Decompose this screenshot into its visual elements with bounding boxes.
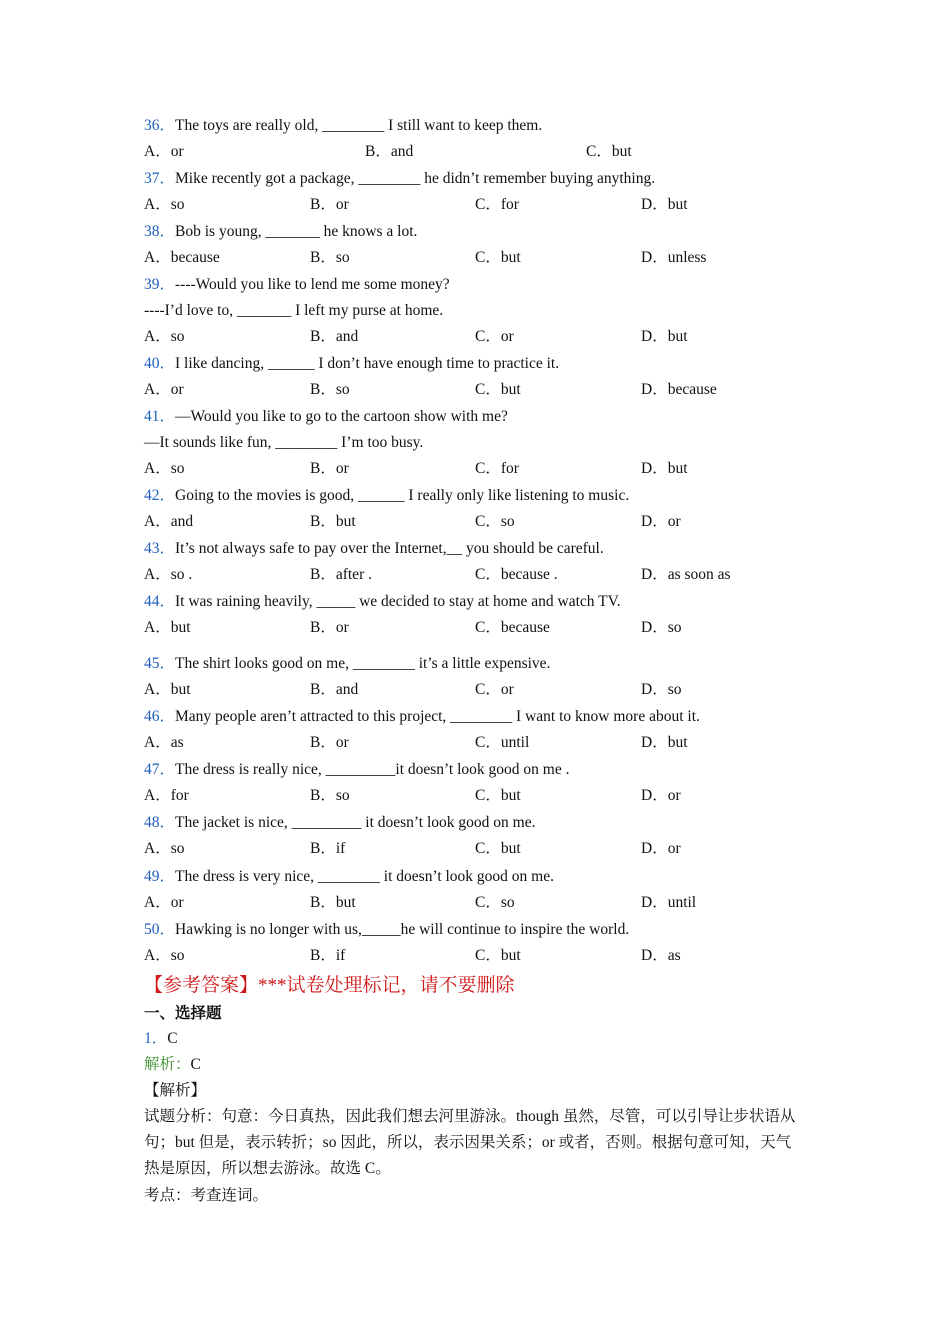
answer-option: D．as [641,947,681,964]
answer-option: C．so [475,513,515,530]
question-number: 43． [144,540,176,557]
question-text: Many people aren’t attracted to this project, ________ I want to know more about it. [175,708,700,725]
answer-option: B．or [310,460,349,477]
question-stem [144,407,508,427]
answer-option: D．or [641,787,681,804]
answer-option: A．or [144,894,184,911]
answer-option: D．because [641,381,717,398]
question-stem-continued: —It sounds like fun, ________ I’m too busy. [144,434,424,451]
answer-option: B．after . [310,566,372,583]
answer-option: D．but [641,328,688,345]
question-text: —Would you like to go to the cartoon show with me? [175,408,508,425]
answer-option: D．as soon as [641,566,731,583]
answer-option: C．or [475,328,514,345]
question-stem [144,539,604,559]
question-stem [144,169,655,189]
answer-option: C．so [475,894,515,911]
answer-option: A．for [144,787,189,804]
answer-number: 1． [144,1030,168,1047]
question-number: 41． [144,408,176,425]
answer-option: C．or [475,681,514,698]
answer-option: A．so . [144,566,193,583]
answer-option: A．as [144,734,184,751]
answer-option: C．because [475,619,550,636]
answer-option: C．but [475,840,521,857]
answer-option: B．if [310,840,346,857]
question-stem-continued: ----I’d love to, _______ I left my purse at home. [144,302,444,319]
question-stem [144,222,417,242]
answer-option: D．but [641,460,688,477]
answer-option: A．and [144,513,194,530]
answer-option: B．and [310,681,359,698]
question-text: ----Would you like to lend me some money? [175,276,450,293]
question-text: Hawking is no longer with us,_____he will continue to inspire the world. [175,921,630,938]
answer-option: A．but [144,681,191,698]
question-number: 48． [144,814,176,831]
answer-option: A．but [144,619,191,636]
question-number: 44． [144,593,176,610]
answer-option: D．unless [641,249,707,266]
answer-option: A．so [144,328,185,345]
question-stem [144,354,559,374]
question-number: 47． [144,761,176,778]
answer-option: D．until [641,894,697,911]
question-number: 42． [144,487,176,504]
question-number: 45． [144,655,176,672]
answer-option: B．and [365,143,414,160]
answer-option: B．so [310,787,350,804]
answer-option: D．but [641,196,688,213]
detail-text: 试题分析：句意：今日真热，因此我们想去河里游泳。though 虽然，尽管，可以引导让步状语从句；but 但是，表示转折；so 因此，所以，表示因果关系；or 或者，否则。根据句意可知，天气热是原因，所以想去游泳。故选 C。 [144,1108,796,1177]
answer-option: B．if [310,947,346,964]
question-stem [144,116,542,136]
question-stem [144,707,700,727]
answer-option: C．but [586,143,632,160]
question-number: 39． [144,276,176,293]
question-number: 36． [144,117,176,134]
answer-option: C．but [475,947,521,964]
answer-option: B．so [310,381,350,398]
question-stem [144,920,629,940]
answer-option: A．so [144,196,185,213]
answer-option: C．but [475,787,521,804]
analysis-value: C [190,1056,201,1073]
analysis-label: 解析： [144,1056,191,1073]
answer-value: C [167,1030,178,1047]
answer-option: C．but [475,249,521,266]
kaodian-line: 考点：考查连词。 [144,1187,269,1204]
question-text: Bob is young, _______ he knows a lot. [175,223,418,240]
answer-option: A．or [144,381,184,398]
question-stem [144,760,570,780]
answer-option: B．or [310,619,349,636]
answer-option: A．or [144,143,184,160]
answer-option: B．so [310,249,350,266]
question-text: The shirt looks good on me, ________ it’s a little expensive. [175,655,551,672]
analysis-line [144,1055,201,1075]
answer-option: A．because [144,249,220,266]
answer-option: D．so [641,619,682,636]
answer-option: C．because . [475,566,558,583]
answer-line [144,1029,178,1049]
question-stem [144,654,550,674]
question-text: Going to the movies is good, ______ I really only like listening to music. [175,487,630,504]
question-text: The toys are really old, ________ I still want to keep them. [175,117,543,134]
answer-option: D．or [641,513,681,530]
answer-option: C．for [475,460,519,477]
question-number: 50． [144,921,176,938]
question-stem [144,486,629,506]
question-stem [144,813,535,833]
question-text: I like dancing, ______ I don’t have enough time to practice it. [175,355,560,372]
answer-option: A．so [144,840,185,857]
question-number: 38． [144,223,176,240]
answer-option: D．but [641,734,688,751]
answer-option: C．for [475,196,519,213]
answer-option: B．or [310,734,349,751]
question-number: 37． [144,170,176,187]
question-number: 40． [144,355,176,372]
question-text: The jacket is nice, _________ it doesn’t look good on me. [175,814,536,831]
question-stem [144,592,621,612]
answer-option: A．so [144,460,185,477]
question-text: Mike recently got a package, ________ he didn’t remember buying anything. [175,170,656,187]
answer-option: B．but [310,894,356,911]
question-number: 46． [144,708,176,725]
question-text: It’s not always safe to pay over the Internet,__ you should be careful. [175,540,604,557]
question-number: 49． [144,868,176,885]
question-stem [144,867,554,887]
answer-option: B．or [310,196,349,213]
answer-key-banner: 【参考答案】***试卷处理标记，请不要删除 [144,975,515,996]
section-title: 一、选择题 [144,1005,222,1022]
answer-option: B．but [310,513,356,530]
question-text: It was raining heavily, _____ we decided to stay at home and watch TV. [175,593,621,610]
answer-option: D．or [641,840,681,857]
detail-header: 【解析】 [144,1082,207,1099]
question-text: The dress is very nice, ________ it doesn’t look good on me. [175,868,554,885]
answer-option: A．so [144,947,185,964]
answer-option: C．until [475,734,530,751]
answer-option: B．and [310,328,359,345]
question-text: The dress is really nice, _________it doesn’t look good on me . [175,761,570,778]
answer-option: C．but [475,381,521,398]
answer-option: D．so [641,681,682,698]
question-stem [144,275,450,295]
